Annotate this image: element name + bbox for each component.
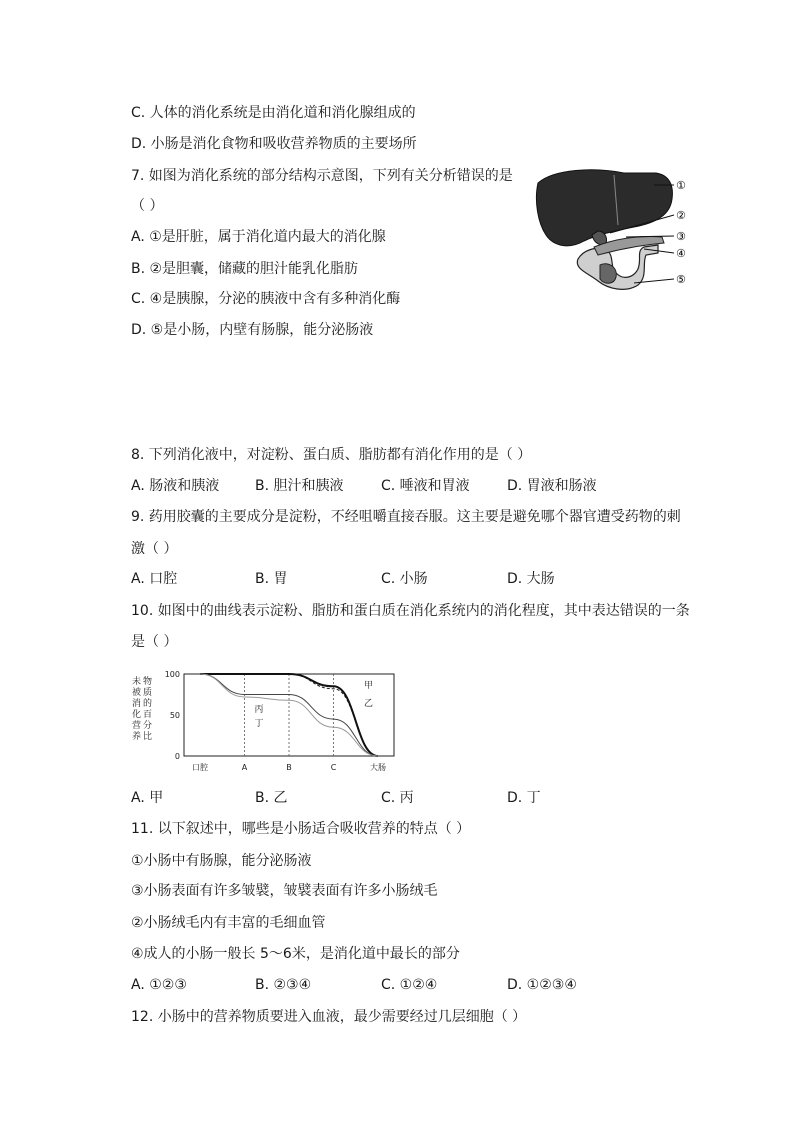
ylabel-char: 消 (132, 699, 142, 709)
chart-ylabel (132, 675, 152, 742)
q10-stem-line2: 是（ ） (131, 634, 178, 650)
q11-options (131, 975, 691, 995)
q8-option-a: A. 肠液和胰液 (131, 478, 220, 494)
y-tick-label: 0 (174, 752, 180, 761)
q8-option-b: B. 胆汁和胰液 (255, 478, 344, 494)
q10-options (131, 788, 691, 808)
figure-label-4: ④ (676, 247, 686, 260)
ylabel-char: 的 (143, 699, 153, 709)
stomach-shape (577, 245, 658, 289)
x-tick-label: 大肠 (370, 763, 386, 772)
q12-stem: 12. 小肠中的营养物质要进入血液，最少需要经过几层细胞（ ） (131, 1009, 527, 1025)
q9-option-d: D. 大肠 (507, 571, 555, 587)
q9-stem-line2: 激（ ） (131, 541, 178, 557)
y-tick-label: 100 (164, 670, 180, 679)
ylabel-char: 未 (132, 677, 142, 687)
q7-stem-line1: 7. 如图为消化系统的部分结构示意图，下列有关分析错误的是 (131, 168, 513, 184)
q6-option-c: C. 人体的消化系统是由消化道和消化腺组成的 (131, 105, 416, 121)
y-tick-label: 50 (169, 711, 180, 720)
q11-option-b: B. ②③④ (255, 977, 312, 993)
q11-item-3: ③小肠表面有许多皱襞，皱襞表面有许多小肠绒毛 (131, 883, 438, 899)
figure-label-5: ⑤ (676, 273, 686, 286)
q8-options (131, 476, 691, 496)
ylabel-char: 质 (143, 688, 153, 698)
figure-label-2: ② (676, 209, 686, 222)
ylabel-char: 营 (132, 721, 142, 731)
x-tick-label: B (286, 763, 292, 772)
ylabel-char: 百 (143, 710, 153, 720)
q7-option-a: A. ①是肝脏，属于消化道内最大的消化腺 (131, 229, 386, 245)
q8-stem: 8. 下列消化液中，对淀粉、蛋白质、脂肪都有消化作用的是（ ） (131, 447, 532, 463)
q11-item-2: ②小肠绒毛内有丰富的毛细血管 (131, 915, 326, 931)
series-label-3: 丁 (254, 719, 264, 729)
q11-option-a: A. ①②③ (131, 977, 187, 993)
q10-stem-line1: 10. 如图中的曲线表示淀粉、脂肪和蛋白质在消化系统内的消化程度，其中表达错误的一条 (131, 603, 690, 619)
x-tick-label: A (241, 763, 248, 772)
figure-label-1: ① (676, 179, 686, 192)
q11-item-1: ①小肠中有肠腺，能分泌肠液 (131, 853, 312, 869)
series-label-1: 乙 (364, 699, 374, 709)
ylabel-char: 化 (132, 710, 142, 720)
q9-options (131, 569, 691, 589)
q9-option-c: C. 小肠 (381, 571, 428, 587)
digestion-chart (128, 664, 400, 776)
q10-option-c: C. 丙 (381, 790, 414, 806)
q7-option-d: D. ⑤是小肠，内壁有肠腺，能分泌肠液 (131, 322, 374, 338)
q9-option-b: B. 胃 (255, 571, 288, 587)
q11-item-4: ④成人的小肠一般长 5～6米，是消化道中最长的部分 (131, 946, 460, 962)
q11-option-c: C. ①②④ (381, 977, 438, 993)
ylabel-char: 养 (132, 732, 142, 742)
ylabel-char: 比 (143, 732, 153, 742)
q7-stem-line2: （ ） (131, 198, 164, 214)
ylabel-char: 被 (132, 688, 142, 698)
x-tick-label: C (330, 763, 337, 772)
figure-label-3: ③ (676, 230, 686, 243)
digestive-system-figure (534, 165, 694, 295)
small-intestine-shape (600, 264, 616, 284)
q9-option-a: A. 口腔 (131, 571, 178, 587)
series-label-2: 丙 (254, 705, 264, 715)
series-label-0: 甲 (364, 681, 374, 691)
q8-option-d: D. 胃液和肠液 (507, 478, 597, 494)
q10-option-b: B. 乙 (255, 790, 288, 806)
q11-stem: 11. 以下叙述中，哪些是小肠适合吸收营养的特点（ ） (131, 821, 471, 837)
ylabel-char: 分 (143, 721, 153, 731)
q11-option-d: D. ①②③④ (507, 977, 577, 993)
q8-option-c: C. 唾液和胃液 (381, 478, 470, 494)
q7-option-b: B. ②是胆囊，储藏的胆汁能乳化脂肪 (131, 261, 359, 277)
q9-stem-line1: 9. 药用胶囊的主要成分是淀粉，不经咀嚼直接吞服。这主要是避免哪个器官遭受药物的刺 (131, 509, 681, 525)
q10-option-d: D. 丁 (507, 790, 541, 806)
x-tick-label: 口腔 (192, 763, 208, 772)
ylabel-char: 物 (143, 677, 153, 687)
q6-option-d: D. 小肠是消化食物和吸收营养物质的主要场所 (131, 136, 417, 152)
q10-option-a: A. 甲 (131, 790, 164, 806)
q7-option-c: C. ④是胰腺，分泌的胰液中含有多种消化酶 (131, 291, 401, 307)
